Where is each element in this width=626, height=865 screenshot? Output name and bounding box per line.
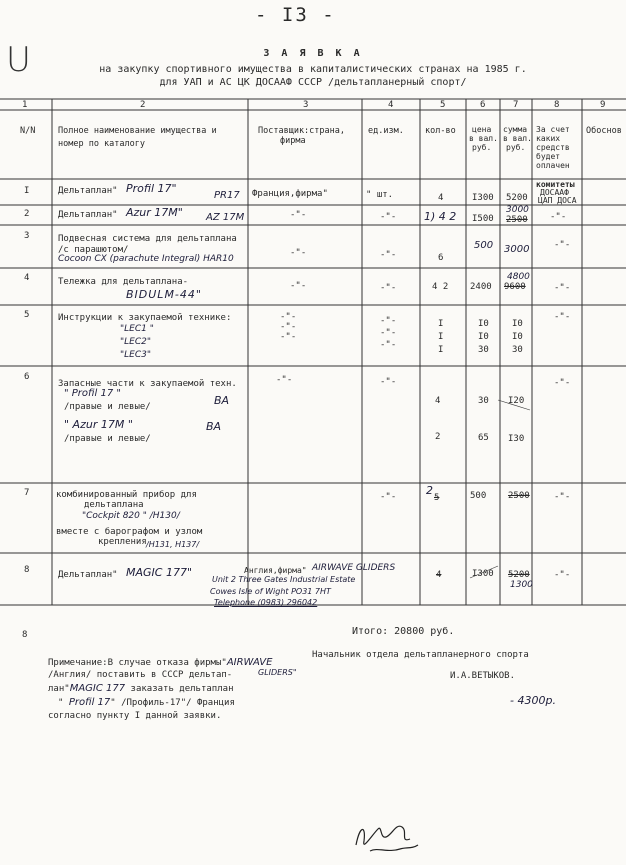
row6-qty-1: 4 xyxy=(435,396,441,406)
row8-supplier-print: Англия,фирма" xyxy=(244,566,307,575)
row7-num: 7 xyxy=(24,488,30,498)
header-name: Полное наименование имущества и xyxy=(58,126,217,136)
row8-sum-crossed: 5200 xyxy=(508,570,530,580)
row2-name-hand: Azur 17M" xyxy=(126,206,183,219)
row5-unit-1: -"- xyxy=(380,316,397,326)
row3-supplier: -"- xyxy=(290,248,307,258)
row4-unit: -"- xyxy=(380,283,397,293)
note-line4 xyxy=(58,697,235,708)
corner-mark: U xyxy=(6,40,31,80)
row3-unit: -"- xyxy=(380,250,397,260)
row7-line1: комбинированный прибор для xyxy=(56,490,197,500)
note-line4-print: " xyxy=(58,698,64,708)
col-num-7: 7 xyxy=(513,100,519,110)
row1-name: Дельтаплан" xyxy=(58,186,118,196)
row8-qty-crossed: 4 xyxy=(436,570,442,580)
request-subtitle: на закупку спортивного имущества в капиталистических странах на 1985 г. xyxy=(99,64,527,75)
row5-sum-1: I0 xyxy=(512,319,523,329)
row1-supplier: Франция,фирма" xyxy=(252,189,328,199)
row6-num: 6 xyxy=(24,372,30,382)
header-name-2: номер по каталогу xyxy=(58,139,145,149)
note-line2: /Англия/ поставить в СССР дельтап- xyxy=(48,670,233,680)
row4-sum-crossed: 9600 xyxy=(504,282,526,292)
row6-line-b: /правые и левые/ xyxy=(64,434,151,444)
row6-ba1: BA xyxy=(214,394,230,407)
col-num-2: 2 xyxy=(140,100,146,110)
row7-line3-hand: "Cockpit 820 " /H130/ xyxy=(82,511,180,521)
row4-sum-hand: 4800 xyxy=(507,272,530,282)
row4-qty: 4 2 xyxy=(432,282,449,292)
row8-price: I300 xyxy=(472,569,494,579)
header-qty: кол-во xyxy=(425,126,456,136)
row7-line2: дельтаплана xyxy=(84,500,144,510)
row2-funding: -"- xyxy=(550,212,567,222)
note-line5: согласно пункту I данной заявки. xyxy=(48,711,222,721)
row8-supplier-hand-3: Cowes Isle of Wight PO31 7HT xyxy=(210,587,331,596)
row7-sum: 2500 xyxy=(508,491,530,501)
col-num-9: 9 xyxy=(600,100,606,110)
row6-sum-1: I20 xyxy=(508,396,525,406)
row5-price-1: I0 xyxy=(478,319,489,329)
header-price-2: в вал. xyxy=(469,134,498,143)
row4-line1: Тележка для дельтаплана- xyxy=(58,277,189,287)
col-num-6: 6 xyxy=(480,100,486,110)
row6-ba2: BA xyxy=(206,420,222,433)
header-sum-1: сумма xyxy=(503,125,528,134)
head-title: Начальник отдела дельтапланерного спорта xyxy=(312,650,529,660)
header-funding-5: оплачен xyxy=(536,161,570,170)
row6-line1: Запасные части к закупаемой техн. xyxy=(58,379,237,389)
row2-code-hand: AZ 17M xyxy=(206,212,245,223)
row3-price-hand: 500 xyxy=(474,240,494,251)
row2-unit: -"- xyxy=(380,212,397,222)
row5-unit-2: -"- xyxy=(380,328,397,338)
head-name: И.А.ВЕТЫКОВ. xyxy=(450,671,516,681)
note-line1 xyxy=(48,657,272,668)
col-num-4: 4 xyxy=(388,100,394,110)
note-line1-print: Примечание:В случае отказа фирмы" xyxy=(48,658,227,668)
note-line4-print-2: " /Профиль-17"/ Франция xyxy=(110,698,235,708)
row8-num: 8 xyxy=(24,565,30,575)
row2-price: I500 xyxy=(472,214,494,224)
row3-sum-hand: 3000 xyxy=(504,244,530,255)
signature xyxy=(352,815,422,865)
header-justification: Обоснов xyxy=(586,126,622,136)
row6-supplier: -"- xyxy=(276,375,293,385)
row1-name-hand: Profil 17" xyxy=(126,182,177,195)
row1-price: I300 xyxy=(472,193,494,203)
row1-funding-2: ДОСААФ xyxy=(540,188,569,197)
row6-unit: -"- xyxy=(380,377,397,387)
row7-unit: -"- xyxy=(380,492,397,502)
note-line4-hand: Profil 17 xyxy=(68,697,111,708)
row4-funding: -"- xyxy=(554,283,571,293)
row5-supplier-1: -"- xyxy=(280,312,297,322)
hand-amount: - 4300р. xyxy=(510,694,556,707)
row2-num: 2 xyxy=(24,209,30,219)
row7-funding: -"- xyxy=(554,492,571,502)
row7-line5-hand: /H131, H137/ xyxy=(146,540,200,549)
row5-line1: Инструкции к закупаемой технике: xyxy=(58,313,232,323)
header-funding-4: будет xyxy=(536,152,561,161)
row2-name: Дельтаплан" xyxy=(58,210,118,220)
row5-funding: -"- xyxy=(554,312,571,322)
header-supplier-2: фирма xyxy=(280,136,306,146)
row7-qty-crossed: 5 xyxy=(434,493,440,503)
page-number: - I3 - xyxy=(255,4,336,26)
note-line3-print-2: заказать дельтаплан xyxy=(130,684,234,694)
note-line3 xyxy=(48,683,233,694)
row5-qty-3: I xyxy=(438,345,444,355)
row6-line-a: /правые и левые/ xyxy=(64,402,151,412)
row6-funding: -"- xyxy=(554,378,571,388)
row3-qty: 6 xyxy=(438,253,444,263)
row5-item-3: "LEC3" xyxy=(120,350,151,360)
row5-item-1: "LEC1 " xyxy=(120,324,154,334)
row5-supplier-3: -"- xyxy=(280,332,297,342)
row4-price: 2400 xyxy=(470,282,492,292)
request-title: З А Я В К А xyxy=(263,48,363,59)
row8-supplier-hand-4: Telephone (0983) 296042 xyxy=(214,598,318,607)
row2-sum-crossed: 2500 xyxy=(506,215,528,225)
note-line3-hand: MAGIC 177 xyxy=(69,683,126,694)
row8-name-hand: MAGIC 177" xyxy=(126,566,193,579)
row6-sum-2: I30 xyxy=(508,434,525,444)
row7-qty-hand: 2 xyxy=(426,484,433,497)
row5-qty-2: I xyxy=(438,332,444,342)
row8-supplier-hand-1: AIRWAVE GLIDERS xyxy=(312,563,396,573)
header-funding-2: каких xyxy=(536,134,561,143)
row2-supplier: -"- xyxy=(290,210,307,220)
row5-unit-3: -"- xyxy=(380,340,397,350)
row6-price-1: 30 xyxy=(478,396,489,406)
row2-qty-hand: 1) 4 2 xyxy=(424,210,457,223)
row1-qty: 4 xyxy=(438,193,444,203)
row5-price-2: I0 xyxy=(478,332,489,342)
row5-num: 5 xyxy=(24,310,30,320)
row3-line1: Подвесная система для дельтаплана xyxy=(58,234,237,244)
row3-num: 3 xyxy=(24,231,30,241)
row1-funding-1: комитеты xyxy=(536,180,575,189)
row7-price: 500 xyxy=(470,491,487,501)
row2-sum-hand: 3000 xyxy=(506,205,529,215)
row1-code-hand: PR17 xyxy=(214,190,240,201)
note-line1-hand-2: GLIDERS" xyxy=(258,668,297,677)
col-num-3: 3 xyxy=(303,100,309,110)
row1-num: I xyxy=(24,186,30,196)
row1-sum: 5200 xyxy=(506,193,528,203)
row8-name: Дельтаплан" xyxy=(58,570,118,580)
row6-price-2: 65 xyxy=(478,433,489,443)
row5-sum-3: 30 xyxy=(512,345,523,355)
header-sum-3: руб. xyxy=(506,143,526,152)
total: Итого: 20800 руб. xyxy=(352,626,455,637)
row7-line4: вместе с барографом и узлом xyxy=(56,527,203,537)
header-funding-1: За счет xyxy=(536,125,570,134)
note-line3-print: лан" xyxy=(48,684,70,694)
row3-line2: /с парашютом/ xyxy=(58,245,129,255)
header-unit: ед.изм. xyxy=(368,126,404,136)
col-num-8: 8 xyxy=(554,100,560,110)
row1-funding-3: ЦАП ДОСА xyxy=(538,196,577,205)
row8-sum-hand: 1300 xyxy=(510,580,533,590)
row4-num: 4 xyxy=(24,273,30,283)
row3-funding: -"- xyxy=(554,240,571,250)
header-funding-3: средств xyxy=(536,143,570,152)
row5-item-2: "LEC2" xyxy=(120,337,151,347)
header-price-1: цена xyxy=(472,125,492,134)
row3-line3-hand: Cocoon CX (parachute Integral) HAR10 xyxy=(58,254,234,264)
header-sum-2: в вал. xyxy=(503,134,532,143)
note-line1-hand: AIRWAVE xyxy=(226,657,273,668)
row5-price-3: 30 xyxy=(478,345,489,355)
row1-unit: " шт. xyxy=(366,190,394,200)
row6-item1-hand: " Profil 17 " xyxy=(64,388,121,399)
left-mark: 8 xyxy=(22,630,28,640)
row7-line5: крепления xyxy=(98,537,147,547)
row8-supplier-hand-2: Unit 2 Three Gates Industrial Estate xyxy=(212,575,356,584)
row4-line2-hand: BIDULM-44" xyxy=(126,288,202,301)
row5-supplier-2: -"- xyxy=(280,322,297,332)
header-num: N/N xyxy=(20,126,36,136)
row4-supplier: -"- xyxy=(290,281,307,291)
row6-qty-2: 2 xyxy=(435,432,441,442)
row5-sum-2: I0 xyxy=(512,332,523,342)
col-num-5: 5 xyxy=(440,100,446,110)
header-price-3: руб. xyxy=(472,143,492,152)
row6-item2-hand: " Azur 17M " xyxy=(64,418,133,431)
request-subtitle-2: для УАП и АС ЦК ДОСААФ СССР /дельтапланерный спорт/ xyxy=(159,77,467,88)
col-num-1: 1 xyxy=(22,100,28,110)
header-supplier: Поставщик:страна, xyxy=(258,126,345,136)
row8-funding: -"- xyxy=(554,570,571,580)
row5-qty-1: I xyxy=(438,319,444,329)
